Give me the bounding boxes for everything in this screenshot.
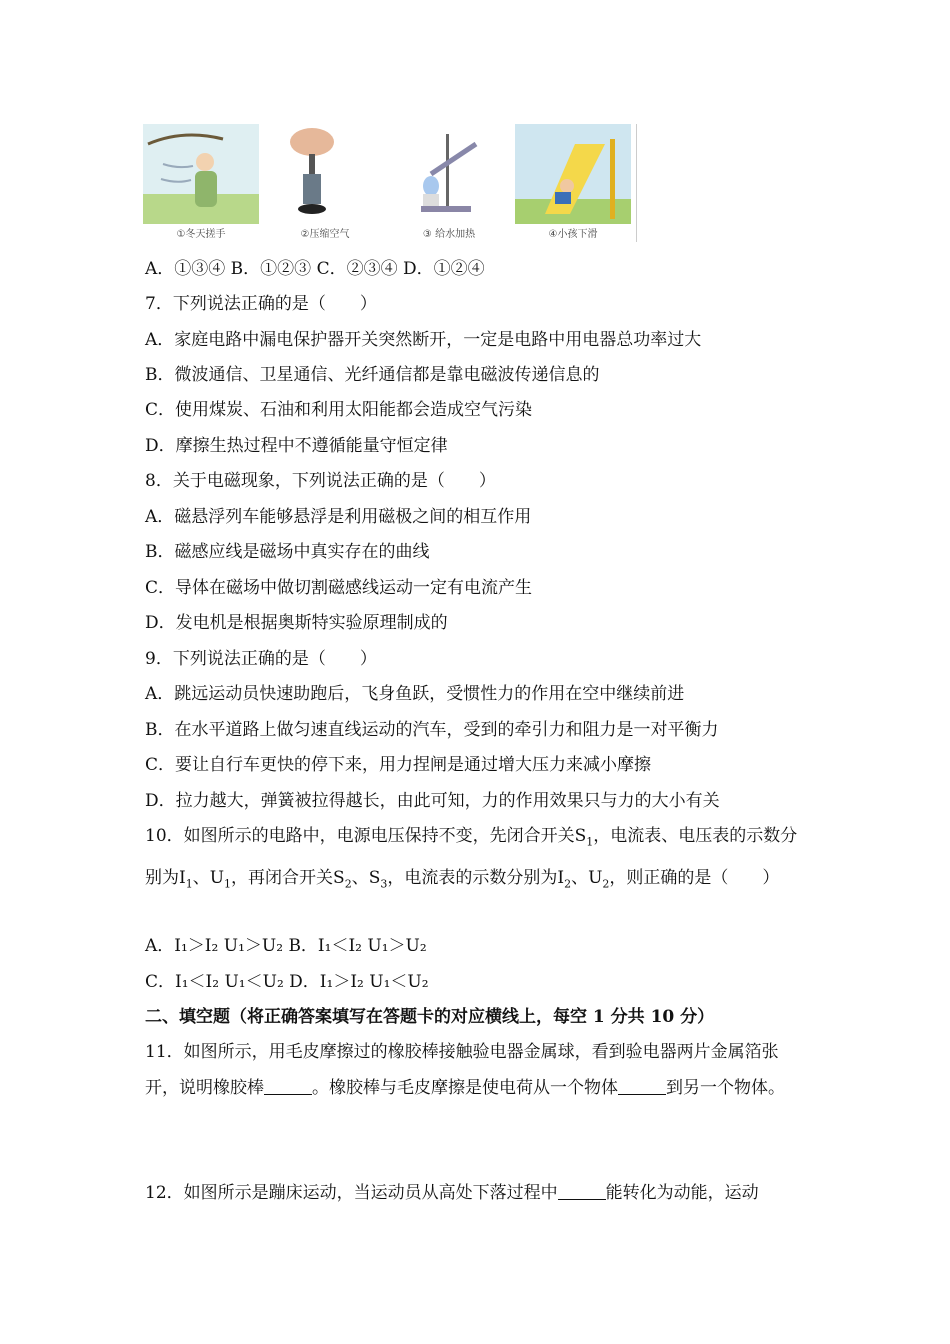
q9-stem: 9．下列说法正确的是（ ） <box>145 649 377 669</box>
q7-option-d: D．摩擦生热过程中不遵循能量守恒定律 <box>145 436 448 456</box>
q10-option-a: A．I₁＞I₂ U₁＞U₂ <box>145 936 284 956</box>
caption-2: ②压缩空气 <box>300 229 350 240</box>
q8-option-d: D．发电机是根据奥斯特实验原理制成的 <box>145 613 448 633</box>
q10-options-ab <box>145 934 427 958</box>
q9-option-c: C．要让自行车更快的停下来，用力捏闸是通过增大压力来减小摩擦 <box>145 755 652 775</box>
q9-option-a: A．跳远运动员快速助跑后，飞身鱼跃，受惯性力的作用在空中继续前进 <box>145 684 685 704</box>
q11-blank-1[interactable] <box>264 1076 312 1095</box>
q7-option-a: A．家庭电路中漏电保护器开关突然断开，一定是电路中用电器总功率过大 <box>145 330 702 350</box>
q12-blank-1[interactable] <box>558 1181 606 1200</box>
q8-option-a: A．磁悬浮列车能够悬浮是利用磁极之间的相互作用 <box>145 507 532 527</box>
caption-3: ③ 给水加热 <box>422 229 476 240</box>
figure-panel-compress-air <box>267 124 383 242</box>
q12-stem: 12．如图所示是蹦床运动，当运动员从高处下落过程中 能转化为动能，运动 <box>145 1183 759 1203</box>
q11-blank-2[interactable] <box>618 1076 666 1095</box>
q10-option-c: C．I₁＜I₂ U₁＜U₂ <box>145 972 284 992</box>
figure-panel-child-slide <box>515 124 631 242</box>
q11-stem: 11．如图所示，用毛皮摩擦过的橡胶棒接触验电器金属球，看到验电器两片金属箔张开，说明橡胶棒 。橡胶棒与毛皮摩擦是使电荷从一个物体 到另一个物体。 <box>145 1042 785 1098</box>
q6-options: A．①③④ B．①②③ C．②③④ D．①②④ <box>145 259 485 279</box>
q8-option-b: B．磁感应线是磁场中真实存在的曲线 <box>145 542 430 562</box>
caption-1: ①冬天搓手 <box>176 229 226 240</box>
q8-option-c: C．导体在磁场中做切割磁感线运动一定有电流产生 <box>145 578 533 598</box>
caption-4: ④小孩下滑 <box>548 229 598 240</box>
q9-option-b: B．在水平道路上做匀速直线运动的汽车，受到的牵引力和阻力是一对平衡力 <box>145 720 719 740</box>
q7-option-b: B．微波通信、卫星通信、光纤通信都是靠电磁波传递信息的 <box>145 365 600 385</box>
q10-stem: 10．如图所示的电路中，电源电压保持不变，先闭合开关$S_1$，电流表、电压表的示数分别为$I_1$、$U_1$，再闭合开关$S_2$、$S_3$，电流表的示数分别为$I_2$、$U_2$，则正确的是（ ） <box>145 826 798 891</box>
energy-figure-strip <box>143 124 637 242</box>
q10-option-b: B．I₁＜I₂ U₁＞U₂ <box>288 936 427 956</box>
q10-option-d: D．I₁＞I₂ U₁＜U₂ <box>289 972 429 992</box>
figure-panel-rubbing-hands <box>143 124 259 242</box>
q10-options-cd <box>145 970 429 994</box>
q7-option-c: C．使用煤炭、石油和利用太阳能都会造成空气污染 <box>145 400 533 420</box>
section-2-heading: 二、填空题（将正确答案填写在答题卡的对应横线上，每空 1 分共 10 分） <box>145 1007 715 1027</box>
q9-option-d: D．拉力越大，弹簧被拉得越长，由此可知，力的作用效果只与力的大小有关 <box>145 791 720 811</box>
q7-stem: 7．下列说法正确的是（ ） <box>145 294 377 314</box>
q8-stem: 8．关于电磁现象，下列说法正确的是（ ） <box>145 471 496 491</box>
figure-panel-heat-water <box>391 124 507 242</box>
